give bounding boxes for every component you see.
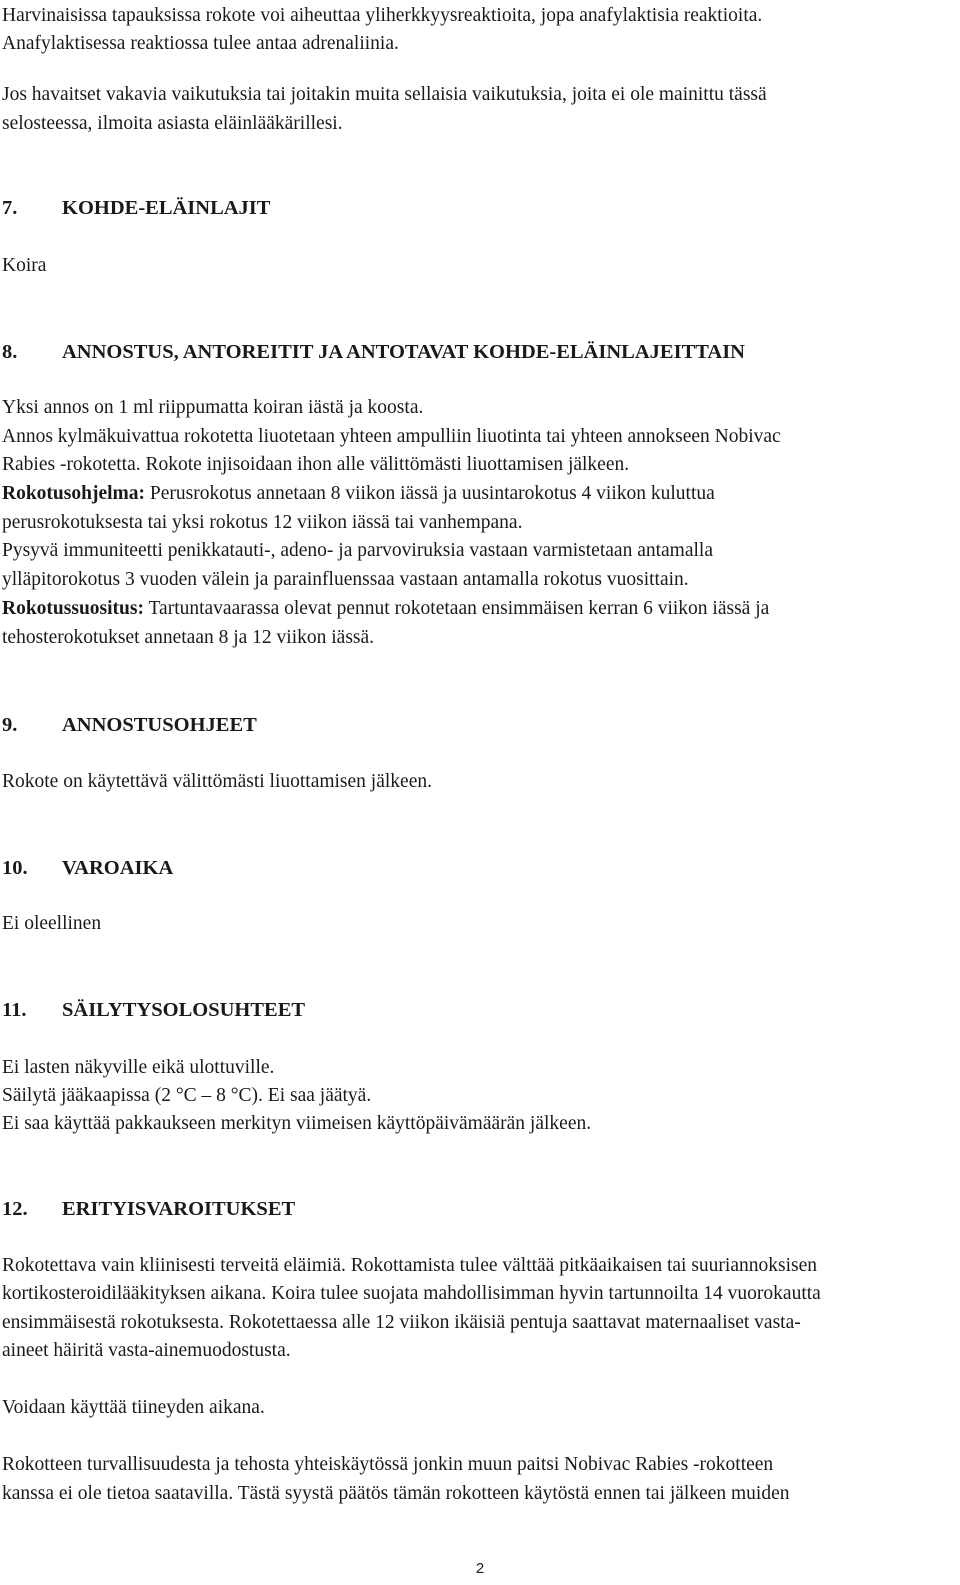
paragraph-line: Pysyvä immuniteetti penikkatauti-, adeno- ja parvoviruksia vastaan varmistetaan antamalla [2,540,713,561]
paragraph-line: tehosterokotukset annetaan 8 ja 12 viikon iässä. [2,627,375,648]
section-title: VAROAIKA [62,857,174,879]
section-title: SÄILYTYSOLOSUHTEET [62,999,306,1021]
section-title: ANNOSTUSOHJEET [62,714,257,736]
paragraph-line: Koira [2,255,47,276]
section-number: 11. [2,999,27,1021]
paragraph-line: Ei saa käyttää pakkaukseen merkityn viimeisen käyttöpäivämäärän jälkeen. [2,1113,592,1134]
page-number: 2 [475,1560,485,1577]
section-number: 10. [2,857,28,879]
section-heading-8 [2,340,745,364]
paragraph-line: kortikosteroidilääkityksen aikana. Koira tulee suojata mahdollisimman hyvin tartunnoilta 14 vuorokautta [2,1283,821,1304]
section-number: 12. [2,1198,28,1220]
section-number: 8. [2,341,18,363]
section-title: KOHDE-ELÄINLAJIT [62,197,271,219]
section-title: ERITYISVAROITUKSET [62,1198,296,1220]
inline-label: Rokotussuositus: [2,598,144,619]
paragraph-line: Rokotettava vain kliinisesti terveitä eläimiä. Rokottamista tulee välttää pitkäaikaisen tai suuriannoksisen [2,1255,817,1276]
section-heading-10 [2,856,173,880]
paragraph-line [2,597,769,621]
intro-line: Harvinaisissa tapauksissa rokote voi aiheuttaa yliherkkyysreaktioita, jopa anafylaktisia reaktioita. [2,5,763,26]
inline-label: Rokotusohjelma: [2,483,146,504]
intro-line: Jos havaitset vakavia vaikutuksia tai joitakin muita sellaisia vaikutuksia, joita ei ole mainittu tässä [2,84,767,105]
paragraph-line: aineet häiritä vasta-ainemuodostusta. [2,1340,291,1361]
inline-text: Perusrokotus annetaan 8 viikon iässä ja uusintarokotus 4 viikon kuluttua [145,483,715,504]
paragraph-line: ylläpitorokotus 3 vuoden välein ja parainfluenssaa vastaan antamalla rokotus vuosittain. [2,569,689,590]
section-title: ANNOSTUS, ANTOREITIT JA ANTOTAVAT KOHDE-ELÄINLAJEITTAIN [62,341,745,363]
section-heading-7 [2,196,270,220]
section-number: 9. [2,714,18,736]
paragraph-line: Ei oleellinen [2,913,102,934]
section-number: 7. [2,197,18,219]
section-heading-11 [2,998,305,1022]
paragraph-line: Rabies -rokotetta. Rokote injisoidaan ihon alle välittömästi liuottamisen jälkeen. [2,454,630,475]
paragraph-line: perusrokotuksesta tai yksi rokotus 12 viikon iässä tai vanhempana. [2,512,523,533]
section-heading-9 [2,713,257,737]
intro-line: selosteessa, ilmoita asiasta eläinlääkärillesi. [2,113,343,134]
paragraph-line: Voidaan käyttää tiineyden aikana. [2,1397,265,1418]
paragraph-line [2,482,715,506]
paragraph-line: Annos kylmäkuivattua rokotetta liuotetaan yhteen ampulliin liuotinta tai yhteen annokseen Nobivac [2,426,781,447]
paragraph-line: kanssa ei ole tietoa saatavilla. Tästä syystä päätös tämän rokotteen käytöstä ennen tai jälkeen muiden [2,1483,790,1504]
paragraph-line: ensimmäisestä rokotuksesta. Rokotettaessa alle 12 viikon ikäisiä pentuja saattavat maternaaliset vasta- [2,1312,801,1333]
paragraph-line: Yksi annos on 1 ml riippumatta koiran iästä ja koosta. [2,397,424,418]
intro-line: Anafylaktisessa reaktiossa tulee antaa adrenaliinia. [2,33,399,54]
paragraph-line: Rokotteen turvallisuudesta ja tehosta yhteiskäytössä jonkin muun paitsi Nobivac Rabies -rokotteen [2,1454,774,1475]
paragraph-line: Ei lasten näkyville eikä ulottuville. [2,1057,275,1078]
section-heading-12 [2,1197,295,1221]
paragraph-line: Rokote on käytettävä välittömästi liuottamisen jälkeen. [2,771,432,792]
paragraph-line: Säilytä jääkaapissa (2 °C – 8 °C). Ei saa jäätyä. [2,1085,372,1106]
inline-text: Tartuntavaarassa olevat pennut rokotetaan ensimmäisen kerran 6 viikon iässä ja [143,598,770,619]
